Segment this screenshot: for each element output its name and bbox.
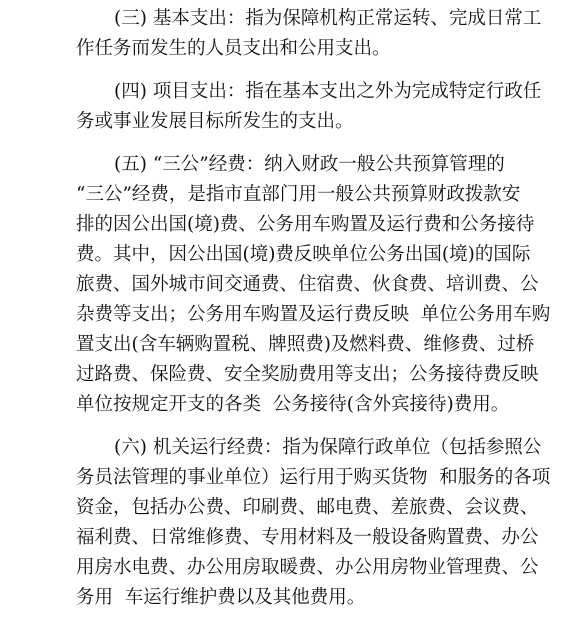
para-sangong-line-4: 费。其中，因公出国(境)费反映单位公务出国(境)的国际	[76, 244, 531, 265]
para-operation-line-1: (六) 机关运行经费：指为保障行政单位（包括参照公	[114, 437, 542, 458]
para-sangong-line-6: 杂费等支出；公务用车购置及运行费反映 单位公务用车购	[76, 304, 551, 325]
para-operation-line-5: 用房水电费、办公用房取暖费、办公用房物业管理费、公	[76, 557, 539, 578]
para-operation-line-2: 务员法管理的事业单位）运行用于购买货物 和服务的各项	[76, 467, 551, 488]
para-operation-line-6: 务用 车运行维护费以及其他费用。	[76, 587, 366, 608]
para-sangong-line-9: 单位按规定开支的各类 公务接待(含外宾接待)费用。	[76, 394, 510, 415]
para-basic-line-2: 作任务而发生的人员支出和公用支出。	[76, 38, 391, 59]
para-sangong-line-5: 旅费、国外城市间交通费、住宿费、伙食费、培训费、公	[76, 274, 539, 295]
para-sangong-line-2: “三公”经费，是指市直部门用一般公共预算财政拨款安	[76, 184, 521, 205]
para-project-line-2: 务或事业发展目标所发生的支出。	[76, 111, 354, 132]
para-sangong-line-3: 排的因公出国(境)费、公务用车购置及运行费和公务接待	[76, 214, 535, 235]
para-sangong-line-1: (五) “三公”经费：纳入财政一般公共预算管理的	[114, 154, 505, 175]
para-operation-line-4: 福利费、日常维修费、专用材料及一般设备购置费、办公	[76, 527, 539, 548]
para-project-line-1: (四) 项目支出：指在基本支出之外为完成特定行政任	[114, 81, 542, 102]
para-operation-line-3: 资金，包括办公费、印刷费、邮电费、差旅费、会议费、	[76, 497, 539, 518]
para-basic-line-1: (三) 基本支出：指为保障机构正常运转、完成日常工	[114, 8, 542, 29]
para-sangong-line-8: 过路费、保险费、安全奖励费用等支出；公务接待费反映	[76, 364, 539, 385]
para-sangong-line-7: 置支出(含车辆购置税、牌照费)及燃料费、维修费、过桥	[76, 334, 535, 355]
